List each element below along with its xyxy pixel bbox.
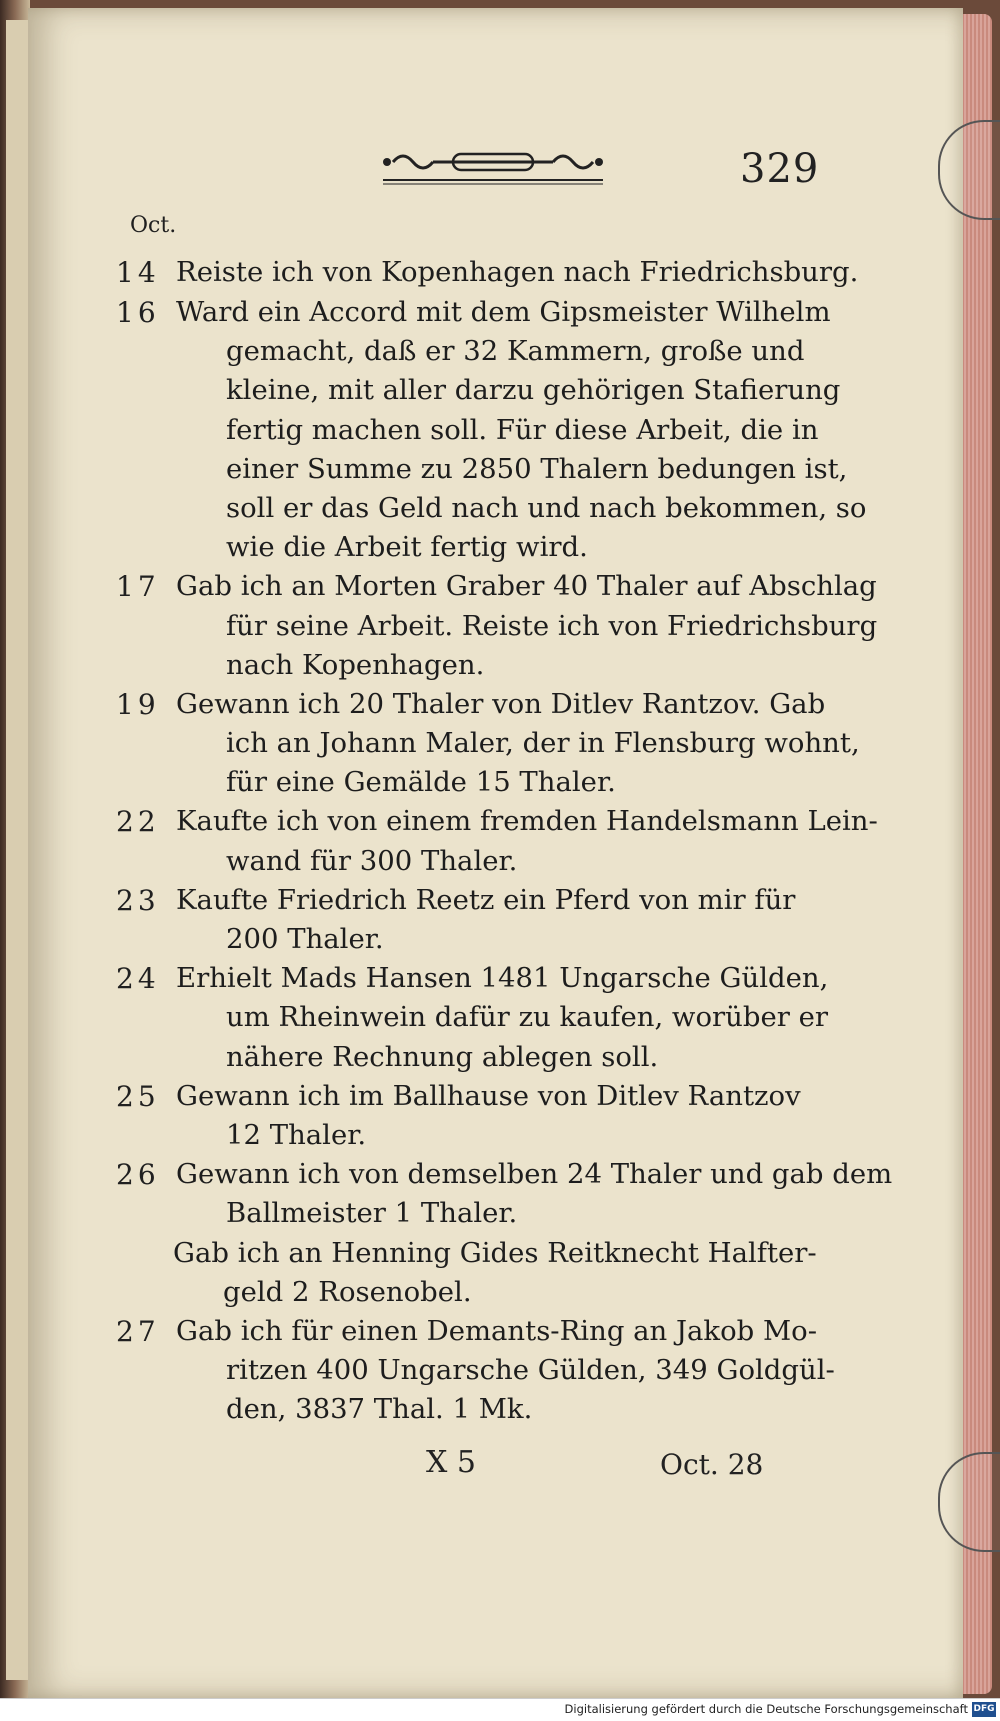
entry-line: soll er das Geld nach und nach bekommen, so xyxy=(226,491,867,524)
entry-line: ritzen 400 Ungarsche Gülden, 349 Goldgül- xyxy=(226,1354,835,1387)
entry-line: um Rheinwein dafür zu kaufen, worüber er xyxy=(226,1001,829,1034)
entry-19 xyxy=(108,685,868,803)
entry-16 xyxy=(108,293,868,567)
header-ornament-icon xyxy=(373,140,613,188)
entry-day: 26 xyxy=(116,1158,160,1192)
entry-line: Kaufte ich von einem fremden Handelsmann Lein- xyxy=(176,805,878,838)
entry-line: Kaufte Friedrich Reetz ein Pferd von mir für xyxy=(176,883,796,916)
page-number: 329 xyxy=(740,146,820,192)
entry-line: ich an Johann Maler, der in Flensburg wohnt, xyxy=(226,727,860,760)
entry-line: 12 Thaler. xyxy=(226,1118,367,1151)
facing-page-edge xyxy=(6,20,29,1680)
credit-bar xyxy=(0,1698,1000,1721)
entry-line: Gab ich an Morten Graber 40 Thaler auf Abschlag xyxy=(176,570,877,603)
entry-day: 23 xyxy=(116,883,160,917)
entry-day: 25 xyxy=(116,1079,160,1113)
entry-day: 19 xyxy=(116,687,160,721)
entry-line: 200 Thaler. xyxy=(226,923,384,955)
entry-27 xyxy=(108,1312,868,1430)
entry-26-continued xyxy=(108,1234,868,1312)
entry-23 xyxy=(108,881,868,959)
entry-line: Ward ein Accord mit dem Gipsmeister Wilhelm xyxy=(176,296,831,328)
entry-line: wie die Arbeit fertig wird. xyxy=(226,531,588,564)
entry-line: den, 3837 Thal. 1 Mk. xyxy=(226,1393,533,1426)
entry-line: Reiste ich von Kopenhagen nach Friedrichsburg. xyxy=(176,256,859,288)
entry-day: 14 xyxy=(116,256,160,289)
entry-line: Erhielt Mads Hansen 1481 Ungarsche Gülden, xyxy=(176,962,829,995)
entry-day: 27 xyxy=(116,1314,160,1348)
entry-line: nach Kopenhagen. xyxy=(226,648,485,681)
entry-line: einer Summe zu 2850 Thalern bedungen ist, xyxy=(226,452,848,485)
entry-14 xyxy=(108,253,868,293)
month-heading: Oct. xyxy=(130,213,177,238)
entry-line: Gewann ich im Ballhause von Ditlev Rantzov xyxy=(176,1079,801,1112)
entry-line: für eine Gemälde 15 Thaler. xyxy=(226,766,616,799)
page-fore-edge xyxy=(962,14,992,1694)
entry-line: kleine, mit aller darzu gehörigen Stafierung xyxy=(226,374,841,407)
entry-line: gemacht, daß er 32 Kammern, große und xyxy=(226,335,805,368)
credit-text: Digitalisierung gefördert durch die Deutsche Forschungsgemeinschaft xyxy=(564,1702,968,1716)
diary-entries xyxy=(108,253,893,1429)
entry-25 xyxy=(108,1077,868,1155)
book-page xyxy=(28,8,963,1698)
dfg-logo-icon: DFG xyxy=(972,1702,996,1717)
entry-line: Gewann ich von demselben 24 Thaler und gab dem xyxy=(176,1158,893,1191)
entry-day: 16 xyxy=(116,296,160,329)
entry-day: 22 xyxy=(116,805,160,839)
signature-mark: X 5 xyxy=(426,1445,476,1480)
entry-line: nähere Rechnung ablegen soll. xyxy=(226,1040,659,1073)
entry-line: für seine Arbeit. Reiste ich von Friedrichsburg xyxy=(226,609,878,642)
entry-line: Gab ich an Henning Gides Reitknecht Halfter- xyxy=(173,1236,817,1269)
entry-line: Gewann ich 20 Thaler von Ditlev Rantzov. Gab xyxy=(176,687,826,720)
entry-line: geld 2 Rosenobel. xyxy=(223,1275,472,1308)
entry-line: Ballmeister 1 Thaler. xyxy=(226,1197,518,1230)
entry-line: Gab ich für einen Demants-Ring an Jakob Mo- xyxy=(176,1314,817,1347)
entry-17 xyxy=(108,567,878,685)
entry-line: wand für 300 Thaler. xyxy=(226,844,518,877)
catchword: Oct. 28 xyxy=(660,1448,764,1481)
entry-day: 24 xyxy=(116,962,160,996)
entry-24 xyxy=(108,959,868,1077)
entry-line: fertig machen soll. Für diese Arbeit, die in xyxy=(226,413,819,446)
entry-22 xyxy=(108,802,878,880)
entry-day: 17 xyxy=(116,570,160,604)
entry-26 xyxy=(108,1155,893,1233)
